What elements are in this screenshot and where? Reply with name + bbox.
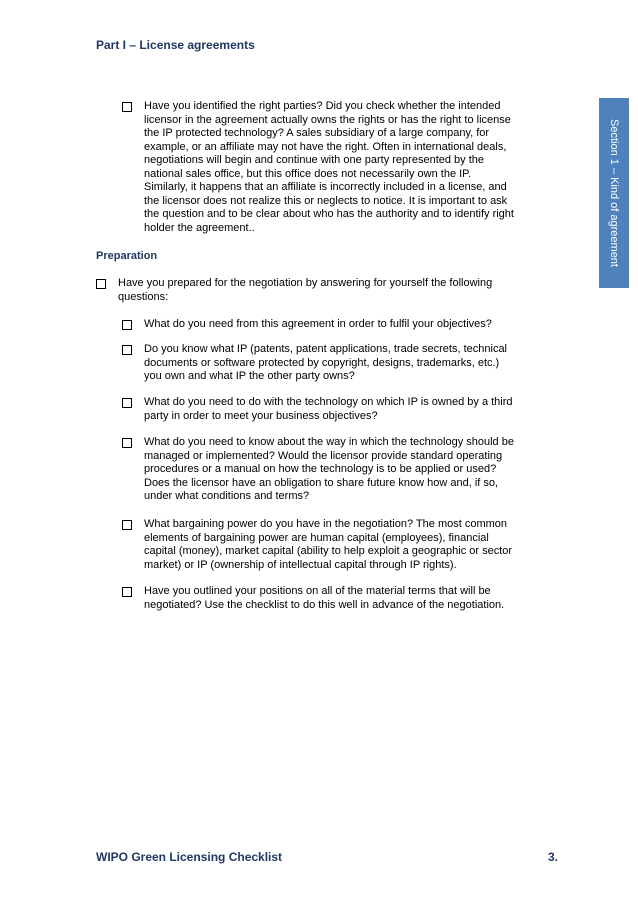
checkbox-icon[interactable] xyxy=(122,345,132,355)
checklist-item-text: Do you know what IP (patents, patent applications, trade secrets, technical documents or software protected by copyright, designs, trademarks, etc.) you own and what IP the other party owns? xyxy=(144,343,507,382)
checkbox-icon[interactable] xyxy=(96,279,106,289)
checkbox-icon[interactable] xyxy=(122,587,132,597)
checkbox-icon[interactable] xyxy=(122,438,132,448)
checkbox-icon[interactable] xyxy=(122,398,132,408)
footer-title: WIPO Green Licensing Checklist xyxy=(96,850,283,864)
checklist-item-text: What do you need from this agreement in order to fulfil your objectives? xyxy=(144,318,492,330)
section-heading-preparation: Preparation xyxy=(96,250,158,262)
checklist-sub-item xyxy=(122,318,552,332)
checklist-item-text: Have you prepared for the negotiation by answering for yourself the following questions: xyxy=(118,277,493,303)
section-tab-label: Section 1 – Kind of agreement xyxy=(608,119,620,267)
checklist-item-text: What do you need to do with the technology on which IP is owned by a third party in order to meet your business objectives? xyxy=(144,396,513,422)
checklist-item-text: What do you need to know about the way in which the technology should be managed or implemented? Would the licensor provide standard operating procedures or a manual on how the technology is to be applied or used? Does the licensor have an obligation to share future know how and, if so, under what conditions and terms? xyxy=(144,436,514,502)
checklist-sub-item xyxy=(122,585,552,612)
checklist-sub-item xyxy=(122,436,552,504)
checklist-item-text: Have you identified the right parties? Did you check whether the intended licensor in the agreement actually owns the rights or has the right to license the IP protected technology? A sales subsidiary of a large company, for example, or an affiliate may not have the right. Often in international deals, negotiations will begin and continue with one party represented by the national sales office, but this office does not necessarily own the IP. Similarly, it happens that an affiliate is incorrectly included in a license, and the licensor does not realize this or neglects to notice. It is important to ask the question and to be clear about who has the authority and to identify right holder the agreement.. xyxy=(144,100,514,234)
checkbox-icon[interactable] xyxy=(122,102,132,112)
page-header: Part I – License agreements xyxy=(96,38,255,52)
page-number: 3. xyxy=(548,850,559,864)
checklist-sub-item xyxy=(122,518,552,572)
section-tab xyxy=(599,98,629,288)
checklist-item-text: Have you outlined your positions on all of the material terms that will be negotiated? Use the checklist to do this well in advance of the negotiation. xyxy=(144,585,505,611)
checklist-item-right-parties xyxy=(122,100,552,235)
checklist-item-preparation xyxy=(96,277,546,304)
checklist-sub-item xyxy=(122,343,552,384)
checklist-item-text: What bargaining power do you have in the negotiation? The most common elements of bargaining power are human capital (employees), financial capital (money), market capital (ability to help exploit a geographic or sector market) or IP (ownership of intellectual capital through IP rights). xyxy=(144,518,513,571)
checkbox-icon[interactable] xyxy=(122,320,132,330)
checkbox-icon[interactable] xyxy=(122,520,132,530)
checklist-sub-item xyxy=(122,396,552,423)
